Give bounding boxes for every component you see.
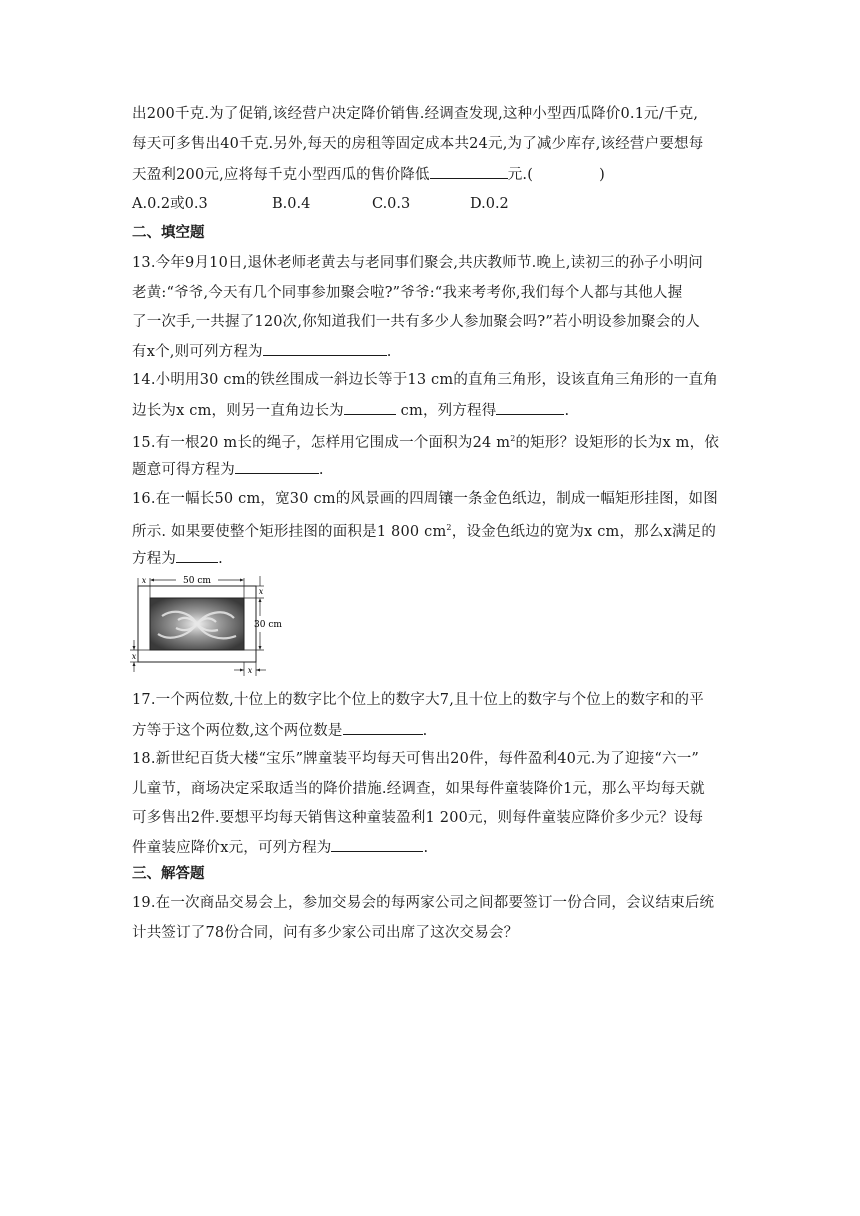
q15-line2-tail: . (318, 462, 324, 478)
q16-superscript: 2 (446, 523, 452, 532)
q16-line3 (132, 548, 223, 569)
q16-line1: 16.在一幅长50 cm，宽30 cm的风景画的四周镶一条金色纸边，制成一幅矩形挂图，如图 (132, 491, 718, 507)
q17-line2 (132, 720, 427, 741)
q17-line1: 17.一个两位数,十位上的数字比个位上的数字大7,且十位上的数字与个位上的数字和的平 (132, 692, 704, 708)
x-label-left: x (131, 652, 137, 661)
q19-line2: 计共签订了78份合同，问有多少家公司出席了这次交易会？ (132, 925, 519, 941)
q17-line2-tail: . (422, 723, 428, 739)
q14-line1: 14.小明用30 cm的铁丝围成一斜边长等于13 cm的直角三角形，设该直角三角形的一直角 (132, 372, 718, 388)
q13-line1: 13.今年9月10日,退休老师老黄去与老同事们聚会,共庆教师节.晚上,读初三的孙子小明问 (132, 255, 703, 271)
answer-blank (430, 164, 508, 179)
q16-line2-tail: ，设金色纸边的宽为x cm，那么x满足的 (451, 523, 717, 540)
framed-painting-figure (130, 574, 282, 678)
answer-blank (235, 459, 319, 474)
q19-line1: 19.在一次商品交易会上，参加交易会的每两家公司之间都要签订一份合同，会议结束后统 (132, 895, 715, 911)
q12-line3-text: 天盈利200元,应将每千克小型西瓜的售价降低 (132, 167, 430, 183)
q13-line4-tail: . (386, 344, 392, 360)
q12-line2: 每天可多售出40千克.另外,每天的房租等固定成本共24元,为了减少库存,该经营户要想每 (132, 136, 704, 152)
q16-line2-text: 所示. 如果要使整个矩形挂图的面积是1 800 cm (132, 523, 447, 540)
q12-line3 (132, 164, 605, 185)
q14-line2-text: 边长为x cm，则另一直角边长为 (132, 403, 344, 419)
option-d: D.0.2 (470, 196, 509, 212)
answer-blank (343, 720, 423, 735)
q16-line3-tail: . (218, 551, 223, 567)
q12-line3-close: ) (599, 167, 605, 183)
q18-line3: 可多售出2件.要想平均每天销售这种童装盈利1 200元，则每件童装应降价多少元？设每 (132, 810, 704, 826)
q18-line4-tail: . (423, 840, 429, 856)
q14-line2-tail: . (564, 403, 570, 419)
section-title-fill-blank: 二、填空题 (132, 225, 205, 241)
option-c: C.0.3 (372, 196, 411, 212)
height-label: 30 cm (254, 620, 282, 630)
q13-line2: 老黄:“爷爷,今天有几个同事参加聚会啦?”爷爷:“我来考考你,我们每个人都与其他人握 (132, 285, 683, 301)
option-b: B.0.4 (272, 196, 311, 212)
q13-line4-text: 有x个,则可列方程为 (132, 344, 263, 360)
q13-line4 (132, 341, 392, 362)
q18-line2: 儿童节，商场决定采取适当的降价措施.经调查，如果每件童装降价1元，那么平均每天就 (132, 781, 705, 797)
q15-line1-tail: 的矩形？设矩形的长为x m，依 (515, 434, 720, 451)
q16-line2 (132, 518, 716, 542)
q15-line1 (132, 429, 719, 453)
section-title-answer: 三、解答题 (132, 866, 205, 882)
q18-line4-text: 件童装应降价x元，可列方程为 (132, 840, 332, 856)
q15-line2-text: 题意可得方程为 (132, 462, 235, 478)
x-label-top: x (141, 576, 147, 585)
answer-blank (176, 548, 218, 563)
q12-line3-tail: 元.( (507, 167, 534, 183)
answer-blank (496, 400, 564, 415)
q12-line1: 出200千克.为了促销,该经营户决定降价销售.经调查发现,这种小型西瓜降价0.1元/千克, (132, 106, 699, 122)
width-label: 50 cm (183, 576, 211, 586)
q16-line3-text: 方程为 (132, 551, 177, 567)
answer-blank (331, 837, 423, 852)
q15-superscript: 2 (510, 434, 516, 443)
answer-blank (263, 341, 387, 356)
q17-line2-text: 方等于这个两位数,这个两位数是 (132, 723, 343, 739)
q15-line1-text: 15.有一根20 m长的绳子，怎样用它围成一个面积为24 m (132, 434, 511, 451)
answer-blank (344, 400, 396, 415)
q15-line2 (132, 459, 324, 480)
x-label-right: x (258, 587, 264, 596)
q14-line2 (132, 400, 569, 421)
q18-line4 (132, 837, 428, 858)
option-a: A.0.2或0.3 (132, 196, 208, 212)
q13-line3: 了一次手,一共握了120次,你知道我们一共有多少人参加聚会吗?”若小明设参加聚会的人 (132, 314, 700, 330)
x-label-bottom: x (247, 666, 253, 675)
q18-line1: 18.新世纪百货大楼“宝乐”牌童装平均每天可售出20件，每件盈利40元.为了迎接“六一” (132, 751, 700, 767)
q14-line2-mid: cm，列方程得 (395, 403, 497, 419)
